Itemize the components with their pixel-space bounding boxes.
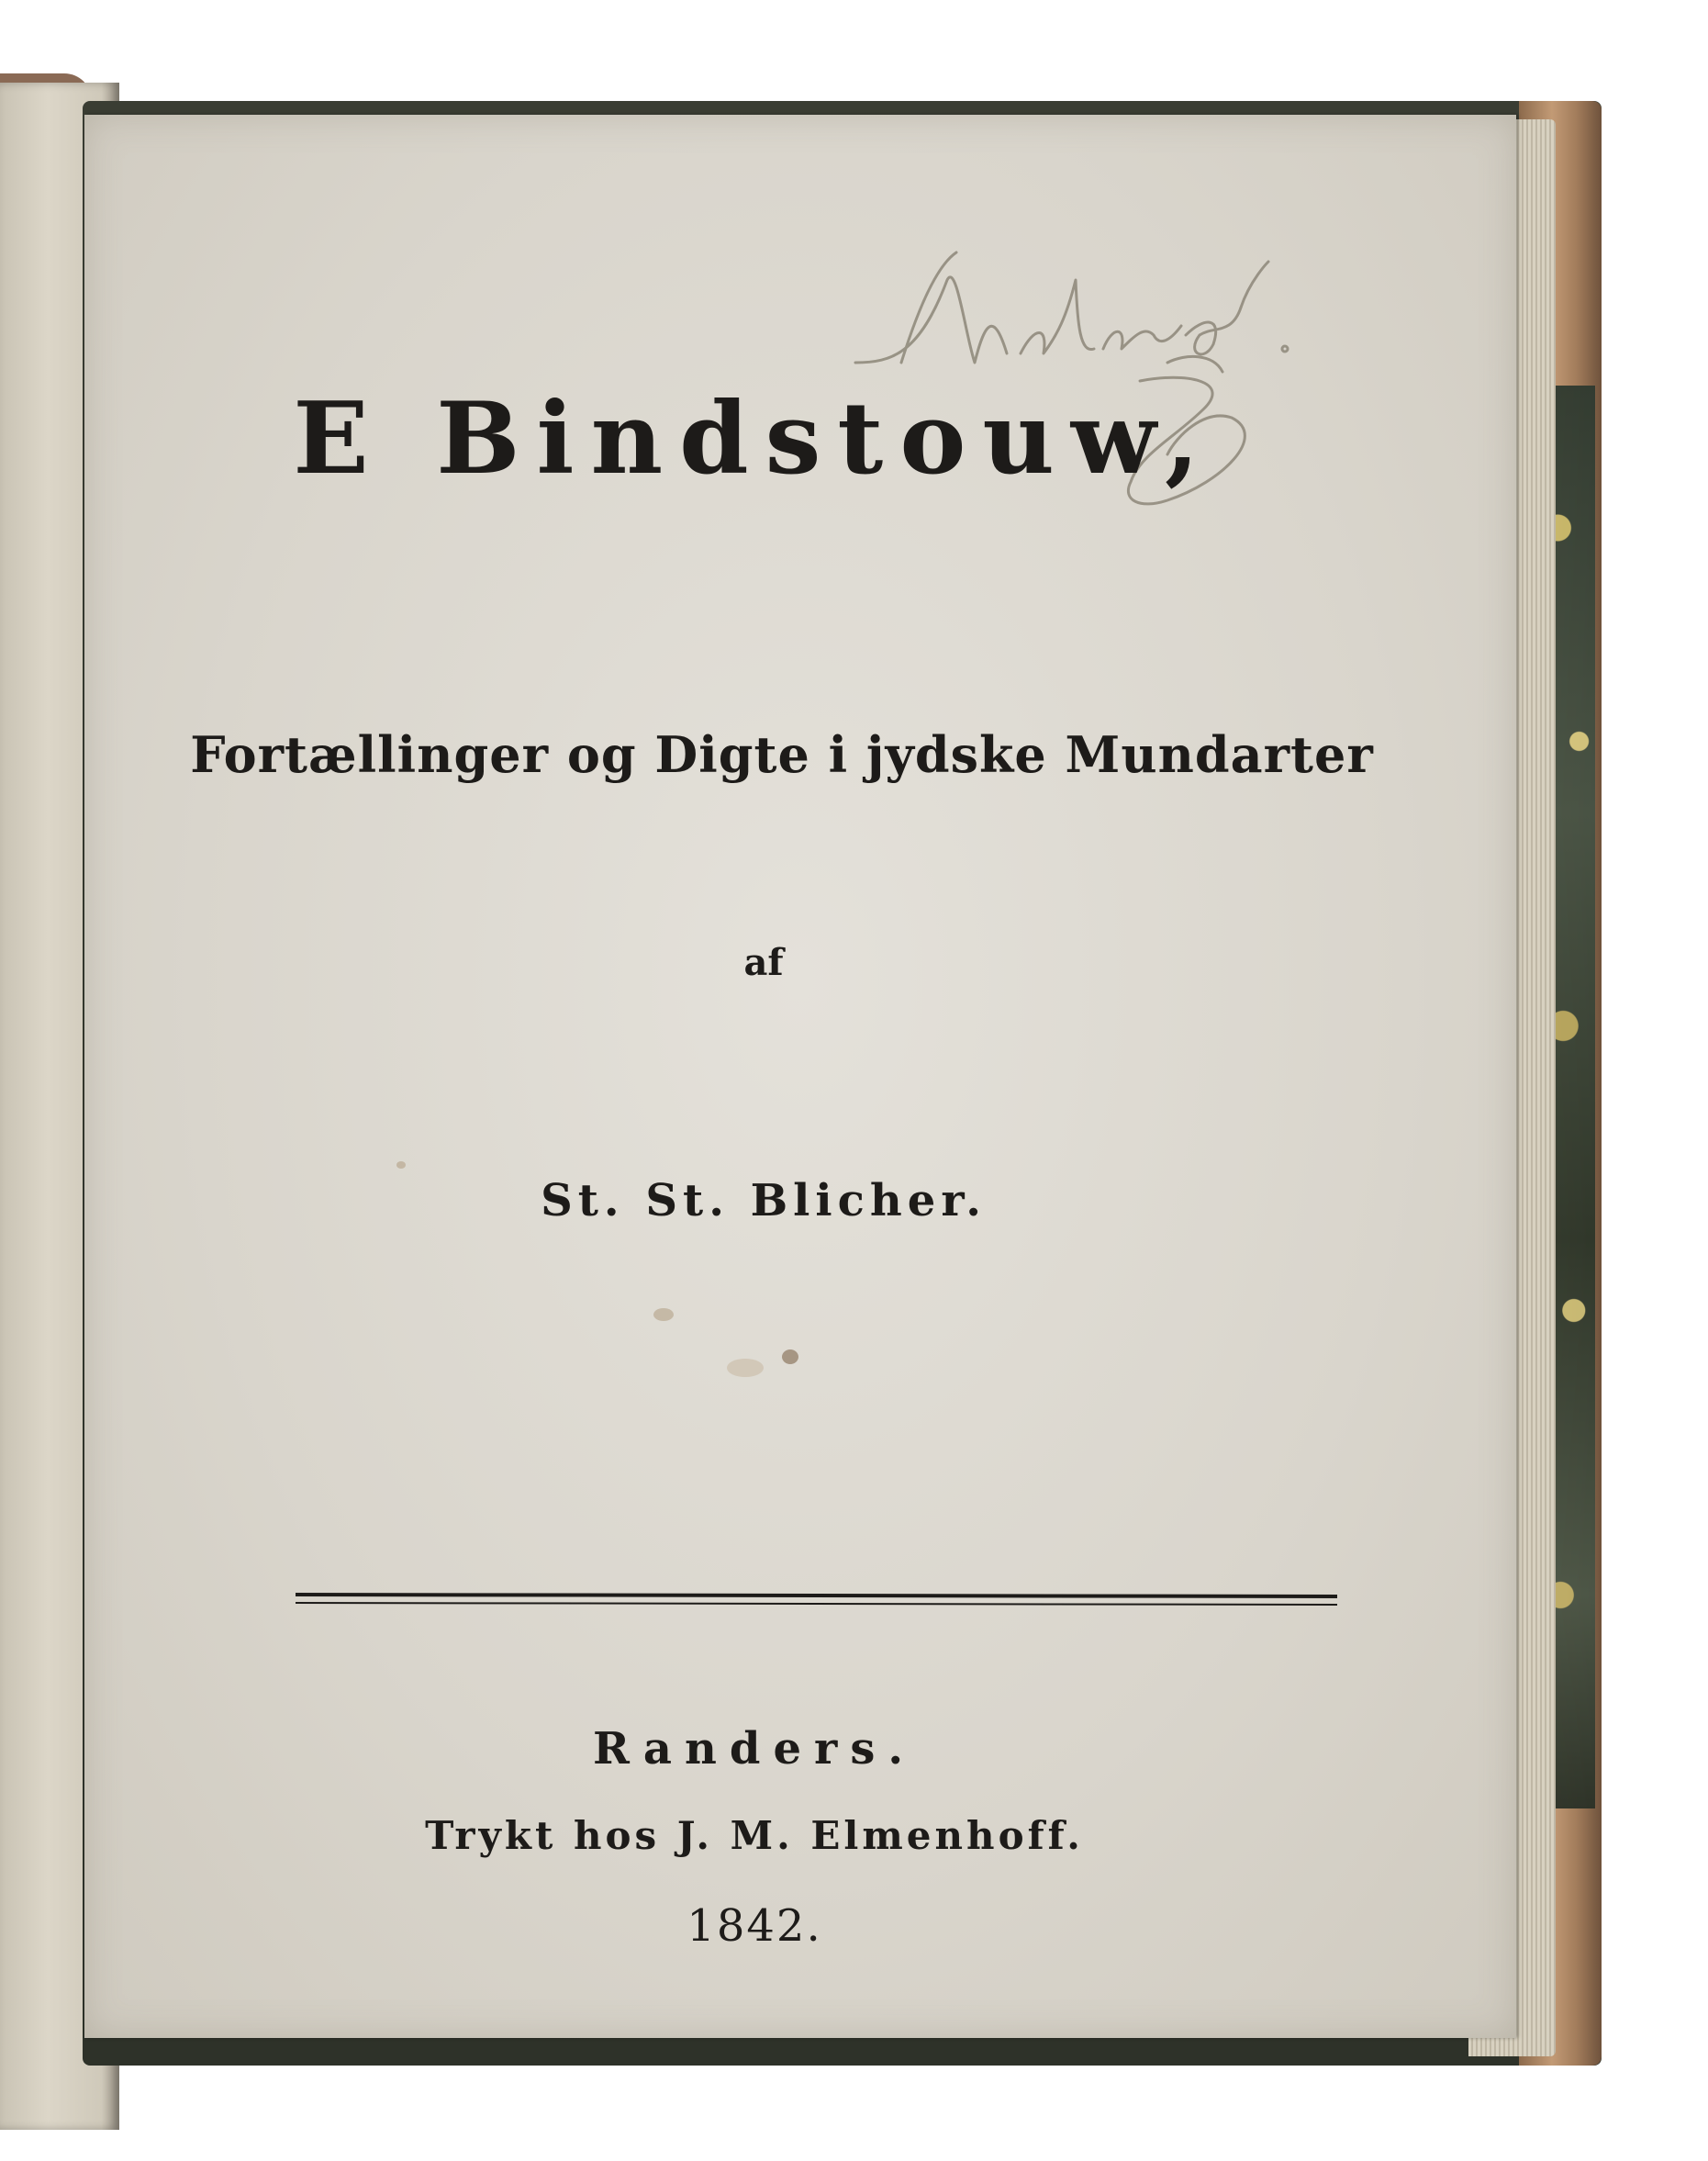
book-title: E Bindstouw, (293, 381, 1216, 497)
imprint-year: 1842. (687, 1900, 822, 1952)
foxing-spot (782, 1349, 798, 1364)
double-rule (296, 1591, 1337, 1609)
author-name: St. St. Blicher. (541, 1175, 987, 1226)
imprint-printer: Trykt hos J. M. Elmenhoff. (425, 1813, 1084, 1858)
imprint-place: Randers. (592, 1723, 917, 1775)
foxing-spot (727, 1359, 764, 1377)
book-subtitle: Fortællinger og Digte i jydske Mundarter (190, 725, 1374, 784)
title-page (84, 115, 1516, 2038)
foxing-spot (396, 1161, 406, 1169)
by-line: af (743, 941, 784, 984)
foxing-spot (653, 1308, 674, 1321)
